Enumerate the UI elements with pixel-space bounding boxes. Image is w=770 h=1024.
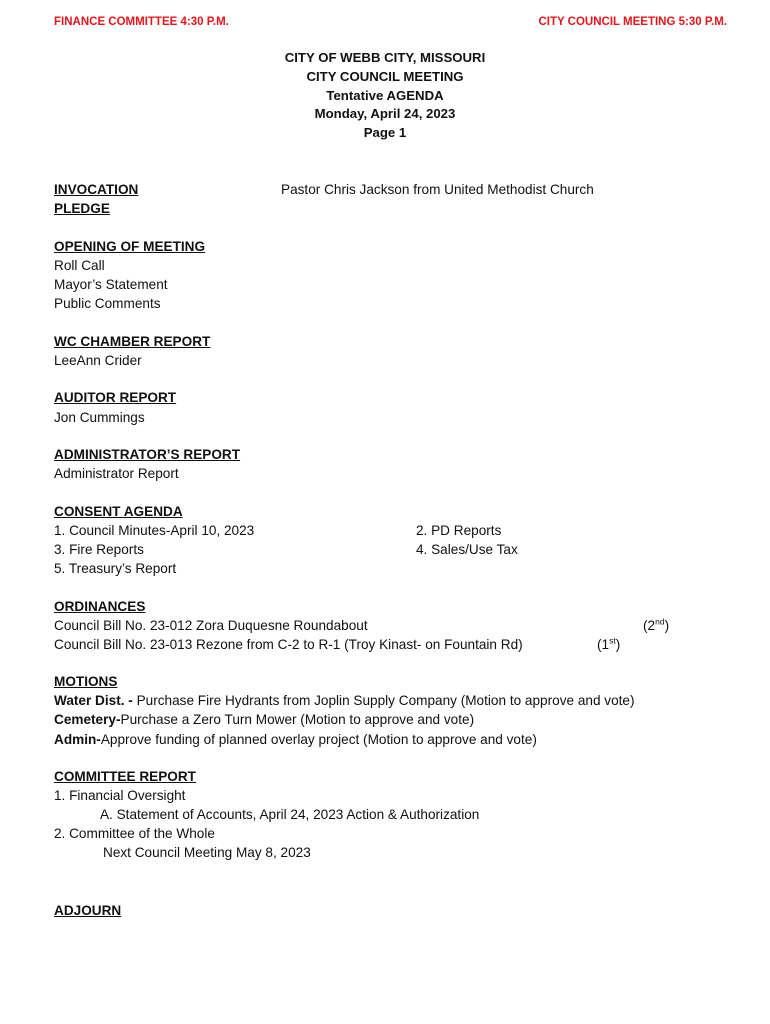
motions-heading: MOTIONS xyxy=(54,674,118,689)
list-item: Administrator Report xyxy=(54,466,179,481)
ordinances-heading: ORDINANCES xyxy=(54,599,146,614)
reading-number: (1st) xyxy=(597,635,621,652)
list-item: 2. Committee of the Whole xyxy=(54,826,215,841)
list-subitem: Next Council Meeting May 8, 2023 xyxy=(103,845,311,860)
chamber-heading: WC CHAMBER REPORT xyxy=(54,334,211,349)
motion-text: Purchase a Zero Turn Mower (Motion to approve and vote) xyxy=(120,712,475,727)
reading-num: 2 xyxy=(647,618,656,633)
list-item: 4. Sales/Use Tax xyxy=(416,542,518,557)
opening-heading: OPENING OF MEETING xyxy=(54,239,206,254)
motion-item xyxy=(54,732,537,747)
committee-heading: COMMITTEE REPORT xyxy=(54,769,196,784)
list-item: Public Comments xyxy=(54,296,161,311)
meeting-date: Monday, April 24, 2023 xyxy=(314,106,456,121)
meeting-name: CITY COUNCIL MEETING xyxy=(306,69,464,84)
reading-num: 1 xyxy=(601,637,610,652)
motion-text: Purchase Fire Hydrants from Joplin Supply Company (Motion to approve and vote) xyxy=(132,693,635,708)
list-item: Jon Cummings xyxy=(54,410,145,425)
list-item: 2. PD Reports xyxy=(416,523,502,538)
motion-label: Admin- xyxy=(54,732,101,747)
motion-label: Water Dist. - xyxy=(54,693,133,708)
motion-text: Approve funding of planned overlay project (Motion to approve and vote) xyxy=(100,732,537,747)
list-item: 1. Council Minutes-April 10, 2023 xyxy=(54,523,255,538)
administrator-heading: ADMINISTRATOR’S REPORT xyxy=(54,447,241,462)
motion-item xyxy=(54,693,635,708)
list-subitem: A. Statement of Accounts, April 24, 2023 Action & Authorization xyxy=(100,807,480,822)
agenda-type: Tentative AGENDA xyxy=(326,88,444,103)
motion-item xyxy=(54,712,474,727)
ordinance-item: Council Bill No. 23-013 Rezone from C-2 to R-1 (Troy Kinast- on Fountain Rd) xyxy=(54,637,523,652)
list-item: 3. Fire Reports xyxy=(54,542,144,557)
ordinance-item: Council Bill No. 23-012 Zora Duquesne Roundabout xyxy=(54,618,368,633)
invocation-heading: INVOCATION xyxy=(54,182,139,197)
pledge-heading: PLEDGE xyxy=(54,201,110,216)
city-name: CITY OF WEBB CITY, MISSOURI xyxy=(284,50,486,65)
consent-heading: CONSENT AGENDA xyxy=(54,504,183,519)
council-meeting-time: CITY COUNCIL MEETING 5:30 P.M. xyxy=(538,16,727,28)
list-item: LeeAnn Crider xyxy=(54,353,142,368)
list-item: Mayor’s Statement xyxy=(54,277,168,292)
reading-suffix: nd xyxy=(655,616,665,627)
reading-suffix: st xyxy=(609,635,616,646)
adjourn-heading: ADJOURN xyxy=(54,903,122,918)
reading-number: (2nd) xyxy=(643,616,670,633)
list-item: 5. Treasury’s Report xyxy=(54,561,177,576)
list-item: Roll Call xyxy=(54,258,105,273)
finance-committee-time: FINANCE COMMITTEE 4:30 P.M. xyxy=(54,16,229,28)
motion-label: Cemetery- xyxy=(54,712,121,727)
list-item: 1. Financial Oversight xyxy=(54,788,186,803)
auditor-heading: AUDITOR REPORT xyxy=(54,390,177,405)
invocation-text: Pastor Chris Jackson from United Methodist Church xyxy=(281,182,594,197)
page-number: Page 1 xyxy=(363,125,407,140)
